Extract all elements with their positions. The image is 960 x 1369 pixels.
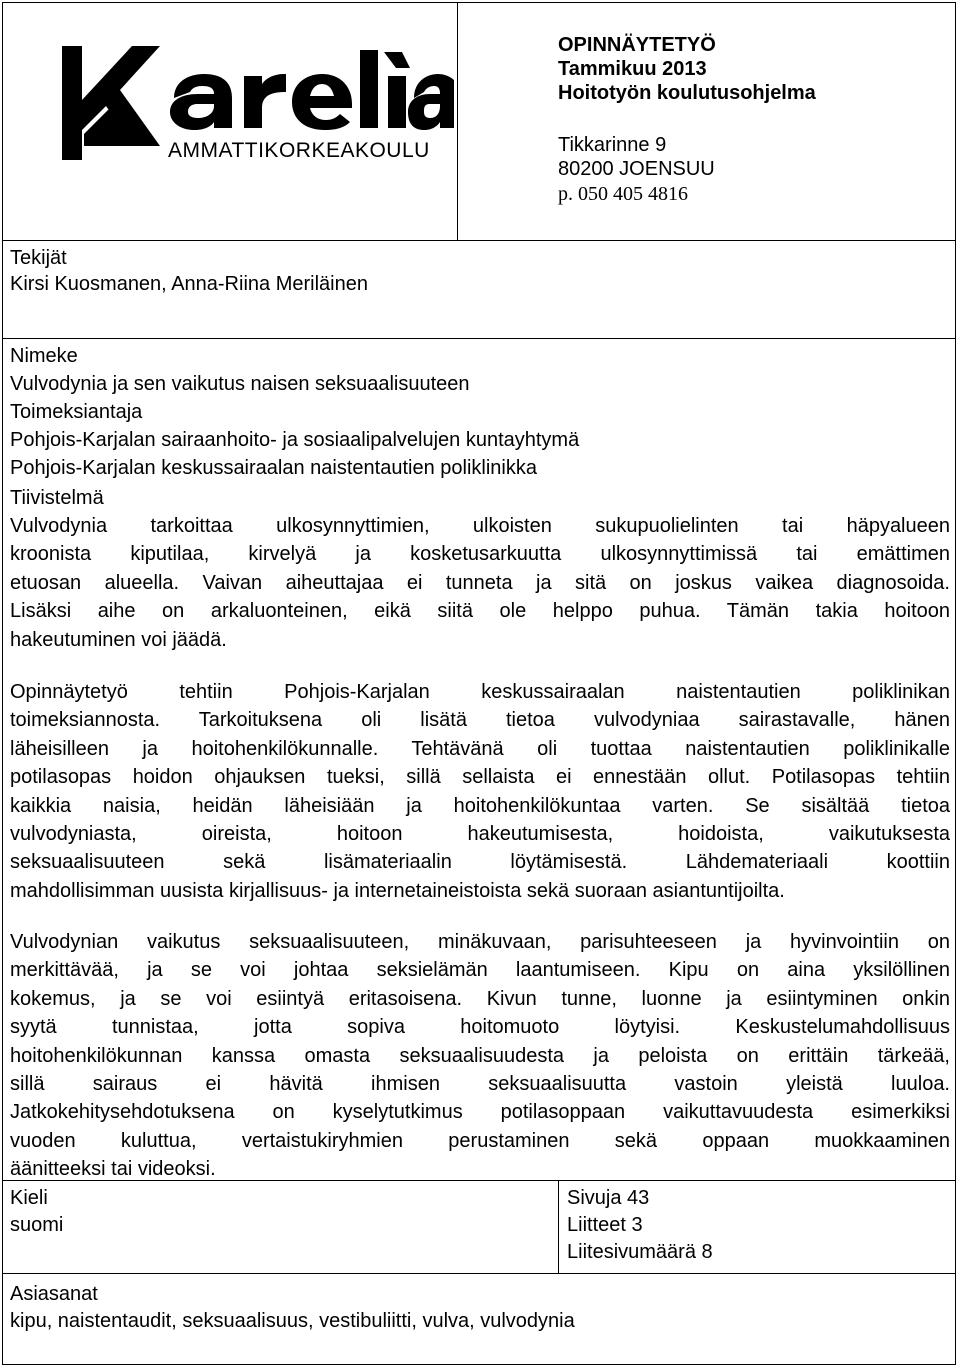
abstract-line: merkittävää, ja se voi johtaa seksielämän laantumiseen. Kipu on aina yksilöllinen <box>10 959 950 982</box>
abstract-line: Vulvodynian vaikutus seksuaalisuuteen, minäkuvaan, parisuhteeseen ja hyvinvointiin on <box>10 931 950 953</box>
title-label: Nimeke <box>10 345 78 367</box>
abstract-line: syytä tunnistaa, jotta sopiva hoitomuoto löytyisi. Keskustelumahdollisuus <box>10 1016 950 1039</box>
doc-type: OPINNÄYTETYÖ <box>558 34 716 56</box>
abstract-line: hakeutuminen voi jäädä. <box>10 628 227 651</box>
karelia-logo <box>62 42 454 166</box>
abstract-paragraph-1 <box>10 512 950 654</box>
abstract-line: kokemus, ja se voi esiintyä eritasoisena. Kivun tunne, luonne ja esiintyminen onkin <box>10 987 950 1010</box>
appendix-pages-count: Liitesivumäärä 8 <box>567 1241 713 1263</box>
abstract-line: Lisäksi aihe on arkaluonteinen, eikä siitä ole helppo puhua. Tämän takia hoitoon <box>10 600 950 623</box>
abstract-line: läheisilleen ja hoitohenkilökunnalle. Tehtävänä oli tuottaa naistentautien poliklinikalle <box>10 737 950 760</box>
authors-value: Kirsi Kuosmanen, Anna-Riina Meriläinen <box>10 273 368 295</box>
abstract-line: seksuaalisuuteen sekä lisämateriaalin löytämisestä. Lähdemateriaali koottiin <box>10 851 950 874</box>
abstract-paragraph-3 <box>10 928 950 1184</box>
abstract-line: kroonista kiputilaa, kirvelyä ja kosketusarkuutta ulkosynnyttimissä tai emättimen <box>10 543 950 566</box>
pages-count: Sivuja 43 <box>567 1187 650 1209</box>
abstract-label: Tiivistelmä <box>10 487 104 509</box>
title-value: Vulvodynia ja sen vaikutus naisen seksuaalisuuteen <box>10 373 470 395</box>
commissioner-label: Toimeksiantaja <box>10 401 143 423</box>
language-label: Kieli <box>10 1187 48 1209</box>
keywords-label: Asiasanat <box>10 1283 98 1305</box>
programme: Hoitotyön koulutusohjelma <box>558 82 816 104</box>
commissioner-line-1: Pohjois-Karjalan sairaanhoito- ja sosiaalipalvelujen kuntayhtymä <box>10 429 580 451</box>
abstract-line: mahdollisimman uusista kirjallisuus- ja internetaineistoista sekä suoraan asiantuntijoilta. <box>10 879 785 902</box>
appendices-count: Liitteet 3 <box>567 1214 643 1236</box>
divider-keywords <box>2 1273 956 1274</box>
language-value: suomi <box>10 1214 64 1236</box>
abstract-line: etuosan alueella. Vaivan aiheuttajaa ei tunneta ja sitä on joskus vaikea diagnosoida. <box>10 571 950 594</box>
abstract-line: vulvodyniasta, oireista, hoitoon hakeutumisesta, hoidoista, vaikutuksesta <box>10 822 950 845</box>
phone: p. 050 405 4816 <box>558 183 688 205</box>
divider-language-pages <box>558 1180 559 1273</box>
abstract-line: Opinnäytetyö tehtiin Pohjois-Karjalan keskussairaalan naistentautien poliklinikan <box>10 681 950 703</box>
abstract-line: toimeksiannosta. Tarkoituksena oli lisätä tietoa vulvodyniaa sairastavalle, hänen <box>10 709 950 732</box>
logo-subtext: AMMATTIKORKEAKOULU <box>168 139 430 162</box>
abstract-line: kaikkia naisia, heidän läheisiään ja hoitohenkilökuntaa varten. Se sisältää tietoa <box>10 794 950 817</box>
abstract-line: Jatkokehitysehdotuksena on kyselytutkimus potilasoppaan vaikuttavuudesta esimerkiksi <box>10 1101 950 1124</box>
divider-header-vertical <box>457 2 458 240</box>
abstract-line: hoitohenkilökunnan kanssa omasta seksuaalisuudesta ja peloista on erittäin tärkeää, <box>10 1044 950 1067</box>
abstract-line: potilasopas hoidon ohjauksen tueksi, sillä sellaista ei ennestään ollut. Potilasopas tehtiin <box>10 766 950 789</box>
abstract-line: sillä sairaus ei hävitä ihmisen seksuaalisuutta vastoin yleistä luuloa. <box>10 1072 950 1095</box>
authors-label: Tekijät <box>10 247 67 269</box>
abstract-line: Vulvodynia tarkoittaa ulkosynnyttimien, ulkoisten sukupuolielinten tai häpyalueen <box>10 515 950 537</box>
abstract-line: äänitteeksi tai videoksi. <box>10 1158 216 1181</box>
abstract-paragraph-2 <box>10 678 950 905</box>
keywords-value: kipu, naistentaudit, seksuaalisuus, vestibuliitti, vulva, vulvodynia <box>10 1310 575 1332</box>
abstract-line: vuoden kuluttua, vertaistukiryhmien perustaminen sekä oppaan muokkaaminen <box>10 1129 950 1152</box>
divider-authors <box>2 338 956 339</box>
commissioner-line-2: Pohjois-Karjalan keskussairaalan naistentautien poliklinikka <box>10 457 537 479</box>
address-street: Tikkarinne 9 <box>558 134 667 156</box>
divider-header <box>2 240 956 241</box>
address-city: 80200 JOENSUU <box>558 158 715 180</box>
doc-date: Tammikuu 2013 <box>558 58 707 80</box>
